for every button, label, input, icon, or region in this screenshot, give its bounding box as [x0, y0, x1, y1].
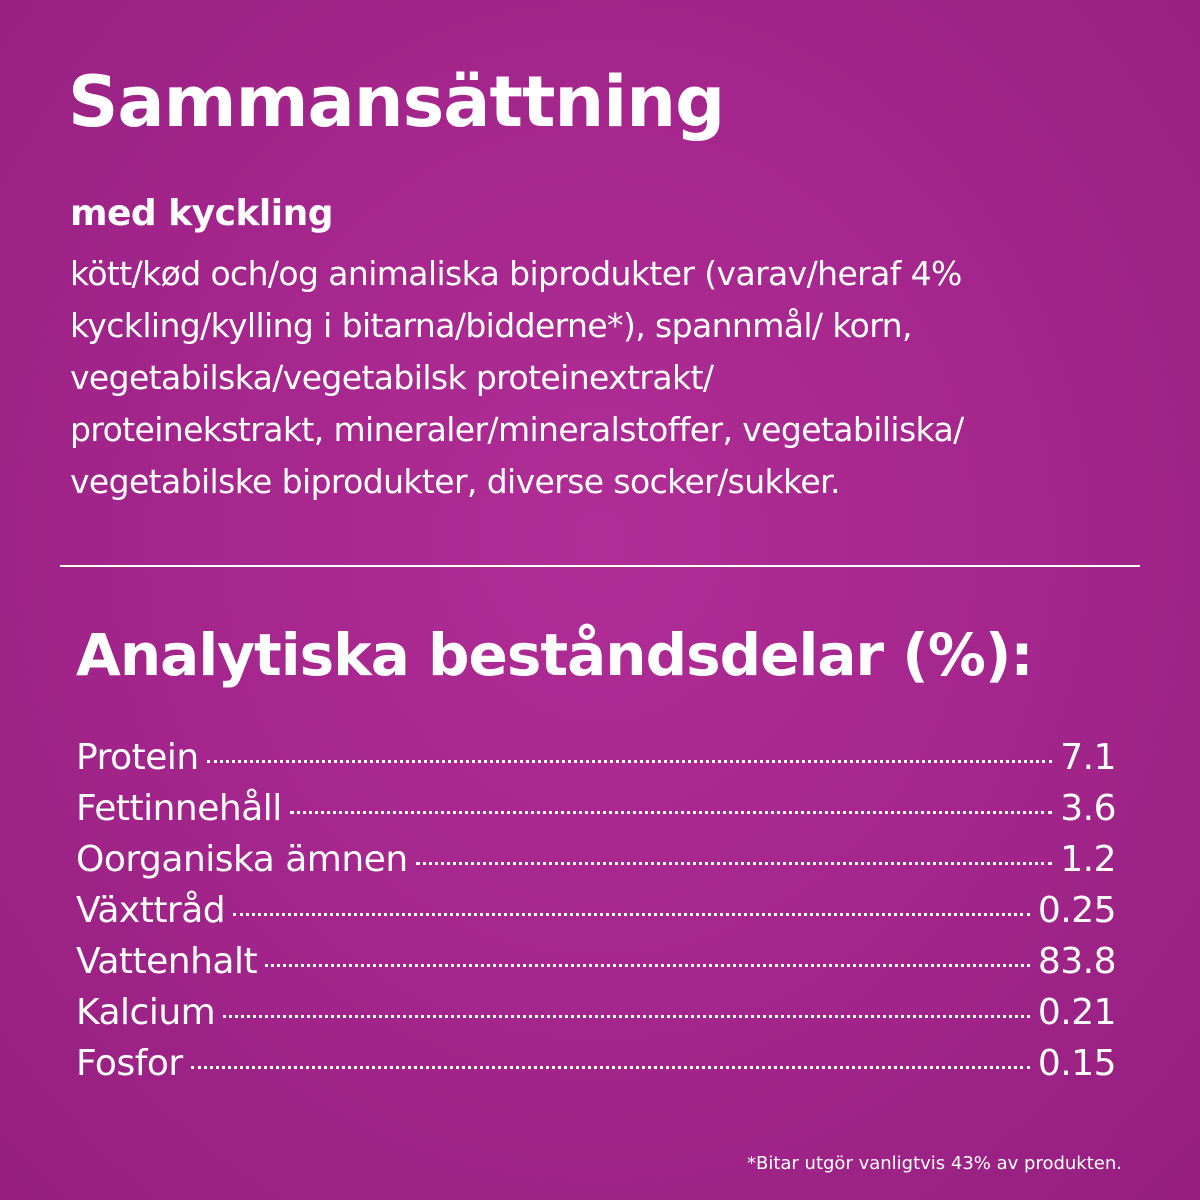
- composition-title: Sammansättning: [68, 61, 725, 143]
- analysis-value: 0.15: [1037, 1043, 1116, 1084]
- dot-leader: [223, 1015, 1030, 1018]
- analysis-row: [76, 1038, 1116, 1089]
- analysis-row: [76, 783, 1116, 834]
- analysis-label: Vattenhalt: [76, 941, 258, 982]
- analysis-label: Fettinnehåll: [76, 788, 282, 829]
- analysis-label: Kalcium: [76, 992, 216, 1033]
- analysis-row: [76, 834, 1116, 885]
- footnote: *Bitar utgör vanligtvis 43% av produkten.: [746, 1153, 1122, 1174]
- analysis-value: 0.21: [1037, 992, 1116, 1033]
- analysis-label: Växttråd: [76, 890, 226, 931]
- analysis-value: 83.8: [1037, 941, 1116, 982]
- analysis-value: 3.6: [1060, 788, 1116, 829]
- analysis-title: Analytiska beståndsdelar (%):: [76, 621, 1033, 689]
- analysis-list: [76, 732, 1116, 1089]
- ingredients-text: [70, 248, 1150, 508]
- dot-leader: [191, 1066, 1030, 1069]
- ingredients-line: vegetabilska/vegetabilsk proteinextrakt/: [70, 358, 714, 397]
- ingredients-line: proteinekstrakt, mineraler/mineralstoffer, vegetabiliska/: [70, 410, 964, 449]
- analysis-row: [76, 885, 1116, 936]
- analysis-label: Protein: [76, 737, 199, 778]
- analysis-row: [76, 936, 1116, 987]
- dot-leader: [233, 913, 1030, 916]
- dot-leader: [265, 964, 1030, 967]
- dot-leader: [207, 760, 1053, 763]
- analysis-row: [76, 987, 1116, 1038]
- analysis-value: 0.25: [1037, 890, 1116, 931]
- composition-subtitle: med kyckling: [70, 193, 333, 234]
- analysis-value: 7.1: [1060, 737, 1116, 778]
- analysis-label: Fosfor: [76, 1043, 183, 1084]
- dot-leader: [416, 862, 1053, 865]
- ingredients-line: kött/kød och/og animaliska biprodukter (varav/heraf 4%: [70, 254, 962, 293]
- dot-leader: [290, 811, 1052, 814]
- analysis-label: Oorganiska ämnen: [76, 839, 408, 880]
- ingredients-line: vegetabilske biprodukter, diverse socker/sukker.: [70, 462, 840, 501]
- section-divider: [60, 565, 1140, 567]
- analysis-row: [76, 732, 1116, 783]
- analysis-value: 1.2: [1060, 839, 1116, 880]
- ingredients-line: kyckling/kylling i bitarna/bidderne*), spannmål/ korn,: [70, 306, 912, 345]
